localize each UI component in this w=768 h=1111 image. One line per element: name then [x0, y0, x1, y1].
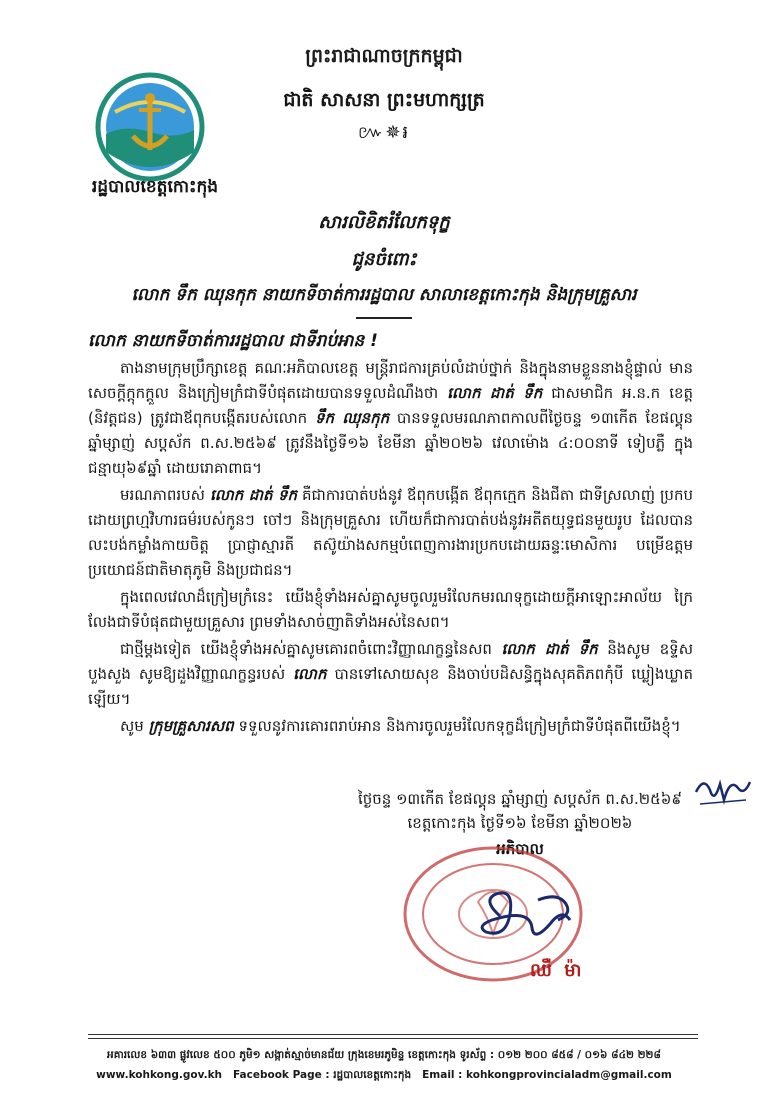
p4-text-c: និងសូម ឧទ្ទិសបួងសួង សូមឱ្យដួងវិញ្ញាណក្ខន្ធរបស់	[88, 640, 693, 683]
p2-text-c: គឺជាការបាត់បង់នូវ ឪពុកបង្កើត ឪពុកក្មេក និងជីតា ជាទីស្រលាញ់ ប្រកបដោយព្រហ្មវិហារធម៌របស់កូនៗ ចៅៗ និងក្រុមគ្រួសារ ហើយក៏ជាការបាត់បង់នូវអតីតយុទ្ធជនមួយរូប ដែលបានលះបង់កម្លាំងកាយចិត្ត ប្រាជ្ញាស្មារតី តស៊ូយ៉ាងសកម្មបំពេញការងារប្រកបដោយឆន្ទៈមោសិការ បម្រើឧត្តមប្រយោជន៍ជាតិមាតុភូមិ និងប្រជាជន។	[88, 486, 694, 579]
national-motto: ជាតិ សាសនា ព្រះមហាក្សត្រ	[283, 89, 485, 111]
footer-contacts	[0, 1065, 768, 1085]
p5-text-c: ទទួលនូវការគោរពរាប់អាន និងការចូលរួមរំលែកទុក្ខដ៏ក្រៀមក្រំជាទីបំផុតពីយើងខ្ញុំ។	[233, 717, 681, 735]
p5-text-a: សូម	[120, 717, 149, 735]
ornament-divider: ៚✵៛	[357, 122, 411, 143]
provincial-logo	[95, 72, 205, 182]
deceased-title: លោក	[293, 665, 327, 683]
paragraph-4	[88, 637, 693, 712]
paragraph-2	[88, 483, 693, 583]
signature	[470, 880, 590, 950]
p1-text-a: តាងនាមក្រុមប្រឹក្សាខេត្ត គណៈអភិបាលខេត្ត មន្ត្រីរាជការគ្រប់លំដាប់ថ្នាក់ និងក្នុងនាមខ្លួននាងខ្ញុំផ្ទាល់ មានសេចក្តីក្តុកក្តួល និងក្រៀមក្រំជាទីបំផុតដោយបានទទួលដំណឹងថា	[88, 359, 693, 402]
letter-title-block	[0, 210, 768, 319]
deceased-name: លោក ដាត់ ទឹក	[209, 486, 298, 504]
letter-title: សារលិខិតរំលែកទុក្ខ	[318, 212, 450, 233]
footer-facebook-value[interactable]: រដ្ឋបាលខេត្តកោះកុង	[333, 1069, 412, 1081]
deceased-name: លោក ដាត់ ទឹក	[501, 640, 598, 658]
p4-text-a: ជាថ្មីម្តងទៀត យើងខ្ញុំទាំងអស់គ្នាសូមគោរពចំពោះវិញ្ញាណក្ខន្ធនៃសព	[120, 640, 502, 658]
paragraph-1	[88, 356, 693, 481]
deceased-name: លោក ដាត់ ទឹក	[447, 384, 543, 402]
p1-text-e: បានទទួលមរណភាពកាលពីថ្ងៃចន្ទ ១៣កើត ខែផល្គុន ឆ្នាំម្សាញ់ សប្តស័ក ព.ស.២៥៦៩ ត្រូវនឹងថ្ងៃទី១៦ ខែមីនា ឆ្នាំ២០២៦ វេលាម៉ោង ៤:០០នាទី ទៀបភ្លឺ ក្នុងជន្មាយុ៦៩ឆ្នាំ ដោយរោគាពាធ។	[88, 409, 694, 477]
footer-divider-secondary	[88, 1038, 698, 1039]
footer-website[interactable]: www.kohkong.gov.kh	[96, 1069, 223, 1081]
p1-text-c: ជាសមាជិក អ.ន.ក ខេត្ត (និវត្តជន) ត្រូវជាឪពុកបង្កើតរបស់លោក	[88, 384, 694, 427]
footer-divider	[88, 1034, 698, 1035]
lunar-date: ថ្ងៃចន្ទ ១៣កើត ខែផល្គុន ឆ្នាំម្សាញ់ សប្តស័ក ព.ស.២៥៦៩	[357, 790, 682, 808]
salutation: លោក នាយកទីចាត់ការរដ្ឋបាល ជាទីរាប់អាន !	[88, 331, 378, 351]
p2-text-a: មរណភាពរបស់	[120, 486, 210, 504]
letter-addressee-prefix: ជូនចំពោះ	[351, 249, 417, 270]
recipient-name: ទឹក ឈុនកុក	[314, 409, 390, 427]
letter-addressee: លោក ទឹក ឈុនកុក នាយកទីចាត់ការរដ្ឋបាល សាលាខេត្តកោះកុង និងក្រុមគ្រួសារ	[131, 285, 637, 305]
title-divider	[356, 317, 412, 319]
footer-email-label: Email :	[422, 1069, 463, 1081]
footer-facebook-label: Facebook Page :	[233, 1069, 330, 1081]
p4-text-e: បានទៅសោយសុខ និងចាប់បដិសន្ធិក្នុងសុគតិភពកុំបី ឃ្លៀងឃ្លាតឡើយ។	[88, 665, 693, 708]
letter-body	[88, 356, 693, 741]
signoff-title: អភិបាល	[496, 840, 544, 858]
paragraph-5	[88, 714, 693, 739]
organization-name: រដ្ឋបាលខេត្តកោះកុង	[91, 177, 219, 197]
solar-date: ខេត្តកោះកុង ថ្ងៃទី១៦ ខែមីនា ឆ្នាំ២០២៦	[407, 814, 633, 832]
footer-address: អគារលេខ ៦៣៣ ផ្លូវលេខ ៥០០ ភូមិ១ សង្កាត់ស្មាច់មានជ័យ ក្រុងខេមរភូមិន្ទ ខេត្តកោះកុង ទូរស័ព្ទ : ០១២ ២០០ ៨៥៨ / ០១៦ ៨៤២ ២២៨	[107, 1049, 661, 1061]
family-name: ក្រុមគ្រួសារសព	[148, 717, 234, 735]
paragraph-3: ក្នុងពេលវេលាដ៏ក្រៀមក្រំនេះ យើងខ្ញុំទាំងអស់គ្នាសូមចូលរួមរំលែកមរណទុក្ខដោយក្តីអាឡោះអាល័យ ក្រៃលែងជាទីបំផុតជាមួយគ្រួសារ ព្រមទាំងសាច់ញាតិទាំងអស់នៃសព។	[88, 588, 693, 631]
footer-email-value[interactable]: kohkongprovincialadm@gmail.com	[466, 1069, 672, 1081]
footer	[0, 1045, 768, 1085]
kingdom-name: ព្រះរាជាណាចក្រកម្ពុជា	[305, 45, 463, 67]
signer-name: ឈឺ ម៉ា	[530, 960, 585, 981]
